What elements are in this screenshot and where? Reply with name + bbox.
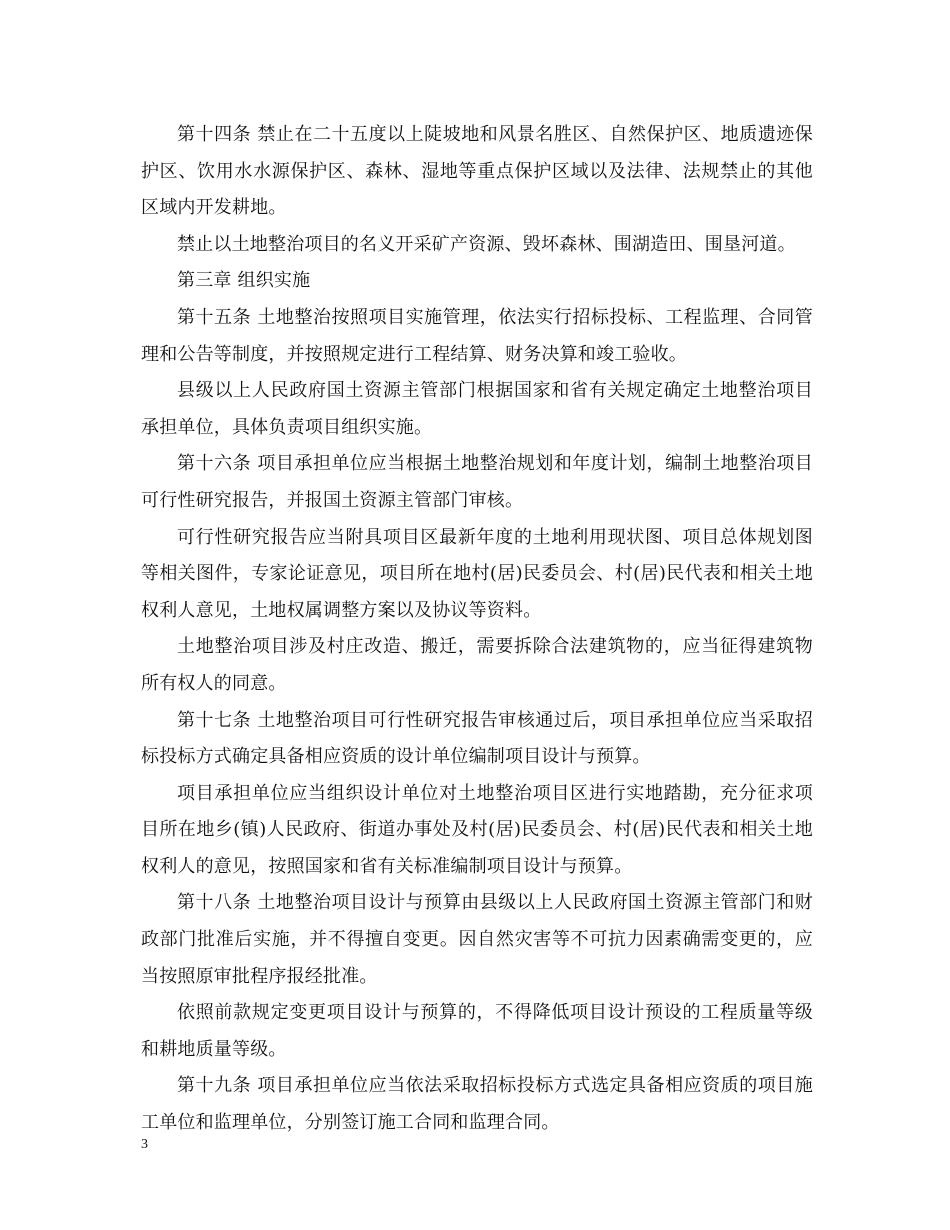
article-16-third-paragraph: 土地整治项目涉及村庄改造、搬迁，需要拆除合法建筑物的，应当征得建筑物所有权人的同意。 bbox=[141, 636, 813, 694]
article-16-paragraph: 第十六条 项目承担单位应当根据土地整治规划和年度计划，编制土地整治项目可行性研究报告，并报国土资源主管部门审核。 bbox=[141, 453, 813, 511]
article-18-paragraph: 第十八条 土地整治项目设计与预算由县级以上人民政府国土资源主管部门和财政部门批准后实施，并不得擅自变更。因自然灾害等不可抗力因素确需变更的，应当按照原审批程序报经批准。 bbox=[141, 892, 813, 987]
article-17-paragraph: 第十七条 土地整治项目可行性研究报告审核通过后，项目承担单位应当采取招标投标方式确定具备相应资质的设计单位编制项目设计与预算。 bbox=[141, 709, 813, 768]
article-16-second-paragraph: 可行性研究报告应当附具项目区最新年度的土地利用现状图、项目总体规划图等相关图件，专家论证意见，项目所在地村(居)民委员会、村(居)民代表和相关土地权利人意见，土地权属调整方案以及协议等资料。 bbox=[141, 526, 813, 621]
document-body bbox=[141, 117, 813, 1142]
article-19-paragraph: 第十九条 项目承担单位应当依法采取招标投标方式选定具备相应资质的项目施工单位和监理单位，分别签订施工合同和监理合同。 bbox=[141, 1075, 813, 1134]
page-number: 3 bbox=[141, 1137, 148, 1152]
article-15-paragraph: 第十五条 土地整治按照项目实施管理，依法实行招标投标、工程监理、合同管理和公告等制度，并按照规定进行工程结算、财务决算和竣工验收。 bbox=[141, 306, 813, 365]
article-14-paragraph: 第十四条 禁止在二十五度以上陡坡地和风景名胜区、自然保护区、地质遗迹保护区、饮用水水源保护区、森林、湿地等重点保护区域以及法律、法规禁止的其他区域内开发耕地。 bbox=[141, 124, 813, 219]
article-15-second-paragraph: 县级以上人民政府国土资源主管部门根据国家和省有关规定确定土地整治项目承担单位，具体负责项目组织实施。 bbox=[141, 380, 813, 438]
article-17-second-paragraph: 项目承担单位应当组织设计单位对土地整治项目区进行实地踏勘，充分征求项目所在地乡(镇)人民政府、街道办事处及村(居)民委员会、村(居)民代表和相关土地权利人的意见，按照国家和省有关标准编制项目设计与预算。 bbox=[141, 782, 813, 877]
article-14-second-paragraph: 禁止以土地整治项目的名义开采矿产资源、毁坏森林、围湖造田、围垦河道。 bbox=[177, 233, 796, 255]
article-18-second-paragraph: 依照前款规定变更项目设计与预算的，不得降低项目设计预设的工程质量等级和耕地质量等级。 bbox=[141, 1002, 813, 1060]
chapter-3-heading: 第三章 组织实施 bbox=[177, 270, 311, 292]
